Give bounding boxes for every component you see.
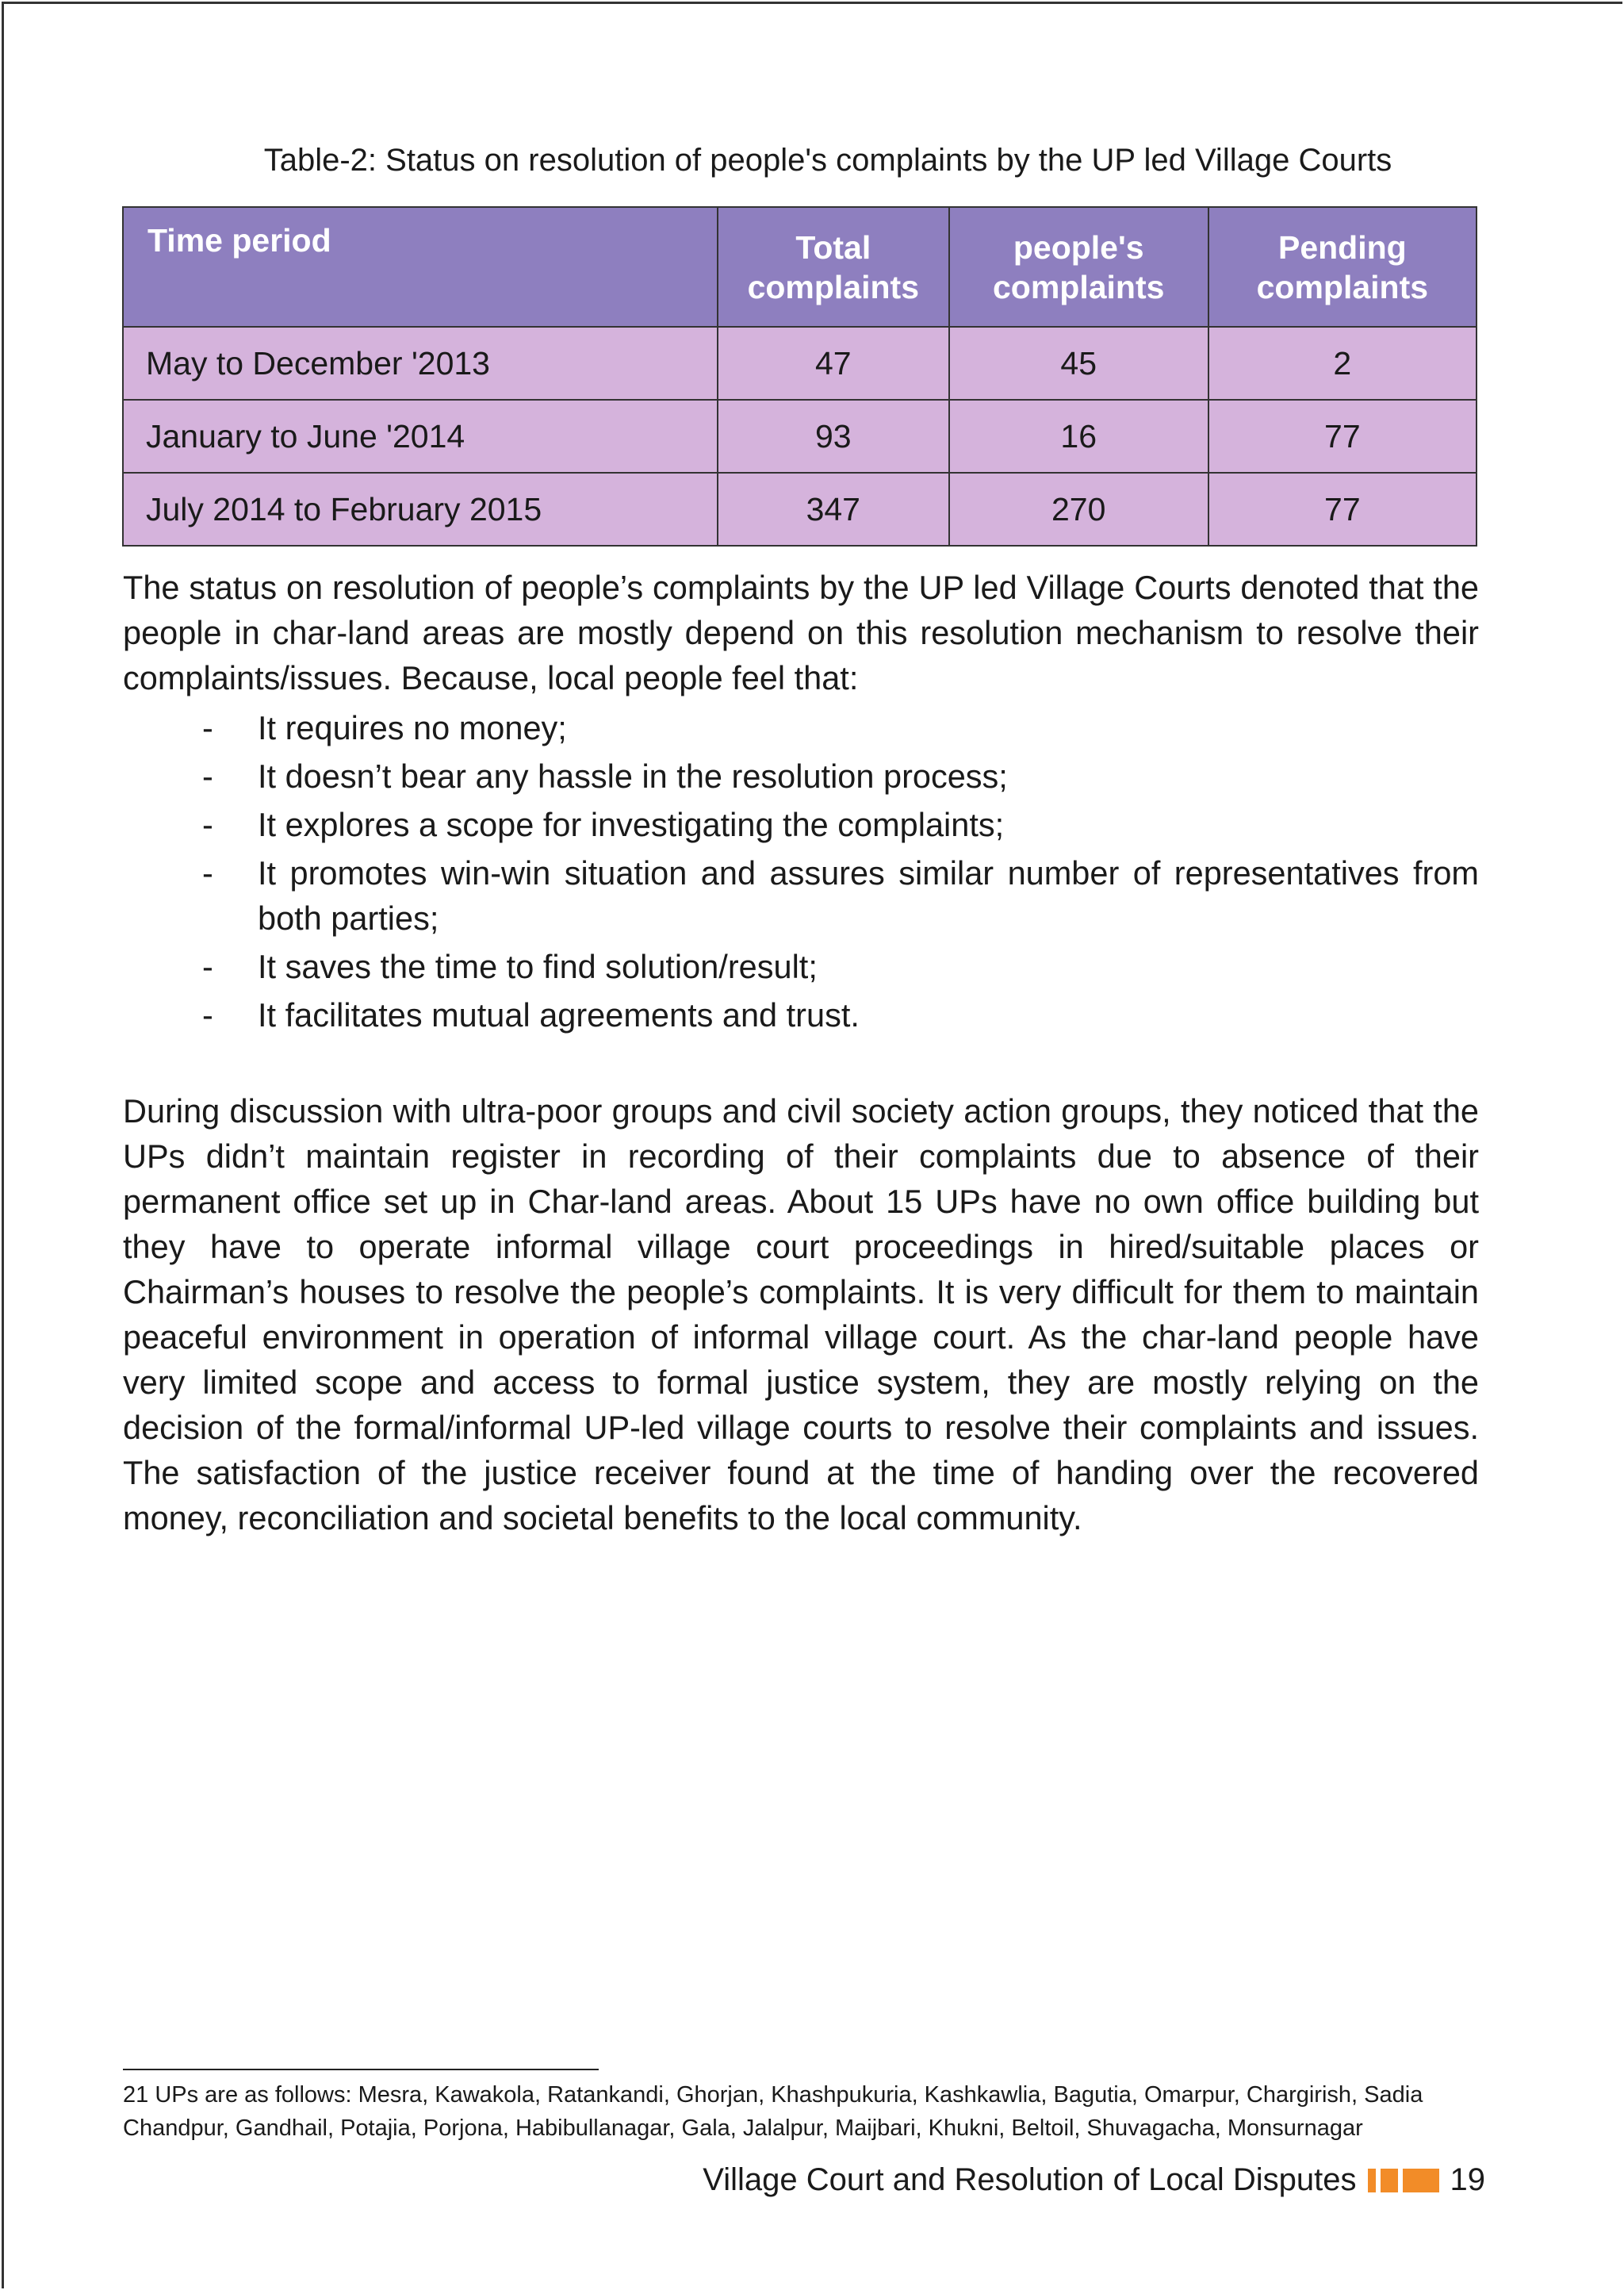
table-caption: Table-2: Status on resolution of people's complaints by the UP led Village Courts: [263, 143, 1392, 178]
cell-pending: 2: [1208, 327, 1477, 400]
footer-accent-marks: [1368, 2169, 1439, 2192]
discussion-paragraph: During discussion with ultra-poor groups and civil society action groups, they noticed that the UPs didn’t maintain register in recording of their complaints due to absence of their permanent office set up in Char-land areas. About 15 UPs have no own office building but they have to operate informal village court proceedings in hired/suitable places or Chairman’s houses to resolve the people’s complaints. It is very difficult for them to maintain peaceful environment in operation of informal village court. As the char-land people have very limited scope and access to formal justice system, they are mostly relying on the decision of the formal/informal UP-led village courts to resolve their complaints and issues. The satisfaction of the justice receiver found at the time of handing over the recovered money, reconciliation and societal benefits to the local community.: [123, 1092, 1479, 1536]
footnote-rule: [123, 2069, 599, 2070]
list-item: - It explores a scope for investigating the complaints;: [202, 806, 1005, 843]
footnote: 21 UPs are as follows: Mesra, Kawakola, Ratankandi, Ghorjan, Khashpukuria, Kashkawlia, Bagutia, Omarpur, Chargirish, Sadia Chandpur, Gandhail, Potajia, Porjona, Habibullanagar, Gala, Jalalpur, Maijbari, Khukni, Beltoil, Shuvagacha, Monsurnagar: [123, 2082, 1423, 2141]
cell-pending: 77: [1208, 400, 1477, 473]
header-time-period: Time period: [123, 207, 718, 327]
cell-time-period: January to June '2014: [123, 400, 718, 473]
list-item: - It requires no money;: [202, 709, 567, 746]
cell-total: 347: [718, 473, 949, 546]
list-item: - It saves the time to find solution/result;: [202, 948, 818, 985]
cell-peoples: 45: [949, 327, 1208, 400]
list-item: - It facilitates mutual agreements and trust.: [202, 996, 860, 1034]
header-total-complaints: Total complaints: [718, 207, 949, 327]
complaints-table: [122, 206, 1477, 547]
list-item: - It promotes win-win situation and assures similar number of representatives from both parties;: [202, 854, 1479, 937]
table-row: [123, 400, 1477, 473]
cell-pending: 77: [1208, 473, 1477, 546]
page-footer: [703, 2162, 1485, 2198]
cell-time-period: May to December '2013: [123, 327, 718, 400]
footer-title: Village Court and Resolution of Local Disputes: [703, 2162, 1357, 2197]
benefits-list: [202, 705, 1479, 1041]
header-pending-complaints: Pending complaints: [1208, 207, 1477, 327]
list-item: - It doesn’t bear any hassle in the resolution process;: [202, 758, 1008, 795]
cell-total: 47: [718, 327, 949, 400]
header-peoples-complaints: people's complaints: [949, 207, 1208, 327]
intro-paragraph: The status on resolution of people’s complaints by the UP led Village Courts denoted that the people in char-land areas are mostly depend on this resolution mechanism to resolve their complaints/issues. Because, local people feel that:: [123, 569, 1479, 696]
page-number: 19: [1450, 2162, 1485, 2197]
table-row: [123, 473, 1477, 546]
cell-time-period: July 2014 to February 2015: [123, 473, 718, 546]
table-row: [123, 327, 1477, 400]
cell-total: 93: [718, 400, 949, 473]
cell-peoples: 16: [949, 400, 1208, 473]
cell-peoples: 270: [949, 473, 1208, 546]
table-header-row: [123, 207, 1477, 327]
